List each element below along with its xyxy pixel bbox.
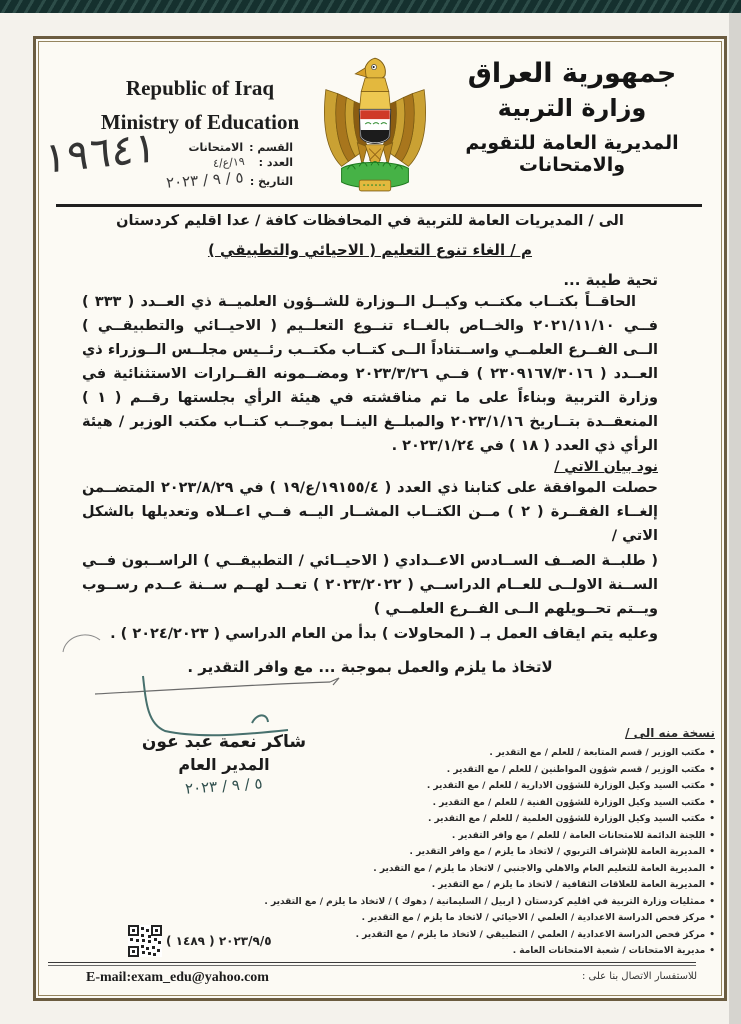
scan-right-shadow [729,13,741,1024]
greeting-line: تحية طيبة ... [563,271,658,289]
paragraph-2: حصلت الموافقة على كتابنا ذي العدد ( ⁦١٩١٥٥/٤/ع/١٩⁩ ) في ٢٠٢٣/٨/٢٩ المتضــمن إلغــاء الفقــرة ( ٢ ) مــن الكتــاب المشــار اليــه فــي اعــلاه وتعديلها بالشكل الاتي / [82,480,659,544]
list-item-text: المديرية العامة للإشراف التربوي / لاتخاذ ما يلزم / مع وافر التقدير . [409,847,706,857]
reference-fields [123,141,293,191]
list-item-text: مكتب الوزير / قسم المتابعة / للعلم / مع التقدير . [489,748,706,758]
list-item-text: المديرية العامة للتعليم العام والاهلي والاجنبي / لاتخاذ ما يلزم / مع التقدير . [373,863,706,874]
arabic-header [429,58,715,176]
list-item-text: مكتب الوزير / قسم شؤون المواطنين / للعلم / مع التقدير . [446,764,706,775]
footer-separator-line [48,962,696,966]
list-item-text: ممثليات وزارة التربية في اقليم كردستان ( اربيل / السليمانية / دهوك ) / لاتخاذ ما يلزم / مع التقدير . [264,896,706,907]
department-row [123,141,293,154]
list-item-text: مكتب السيد وكيل الوزارة للشؤون العلمية / للعلم / مع التقدير . [427,814,706,824]
list-item [375,762,715,779]
list-item [375,795,715,812]
bullet-icon: • [709,880,715,890]
list-item-text: اللجنة الدائمة للامتحانات العامة / للعلم / مع وافر التقدير . [451,830,706,841]
signature-block [104,732,344,798]
closing-line: لاتخاذ ما يلزم والعمل بموجبة ... مع وافر التقدير . [187,658,553,676]
bullet-icon: • [709,748,715,758]
ministry-name-arabic: وزارة التربية [497,94,647,122]
date-row [123,168,293,192]
contact-email: E-mail:exam_edu@yahoo.com [86,970,269,985]
letter-body [82,213,658,676]
distribution-list [264,726,715,960]
list-item [375,877,715,894]
date-value-handwritten: ٥ / ٩ / ٢٠٢٣ [165,168,245,192]
list-item [355,927,715,944]
list-item [264,894,715,911]
bullet-icon: • [709,913,715,923]
list-item-text: مركز فحص الدراسة الاعدادية / العلمي / الاحيائي / لاتخاذ ما يلزم / مع التقدير . [361,913,706,923]
bullet-icon: • [709,946,715,956]
number-row [123,156,293,169]
qr-code-icon [128,925,162,961]
paragraph-4: وعليه يتم ايقاف العمل بـ ( المحاولات ) بدأ من العام الدراسي ( ٢٠٢٤/٢٠٢٣ ) . [110,626,658,642]
directorate-name-arabic: المديرية العامة للتقويم والامتحانات [465,132,679,176]
number-value-handwritten: ⁦١٩/ع/٤⁩ [212,154,246,171]
ministry-name-english: Ministry of Education [100,110,300,134]
list-item [375,811,715,828]
bullet-icon: • [709,896,715,907]
list-item [375,844,715,861]
header-divider-line [56,204,702,207]
archive-date-stamp: ٢٠٢٣/٩/٥ ( ١٤٨٩ ) [166,934,272,948]
department-value: الامتحانات [188,141,244,154]
list-item [361,910,715,927]
signature-date: ٥ / ٩ / ٢٠٢٣ [184,774,264,798]
list-item [375,828,715,845]
scan-edge-band [0,0,741,13]
distribution-heading: نسخة منه الى / [625,726,715,740]
list-item [375,745,715,762]
signatory-title: المدير العام [178,755,270,774]
list-item [375,943,715,960]
bullet-icon: • [709,764,715,775]
date-label: التاريخ : [249,175,293,188]
list-item-text: مركز فحص الدراسة الاعدادية / العلمي / التطبيقي / لاتخاذ ما يلزم / مع التقدير . [355,929,706,940]
list-item-text: المديرية العامة للعلاقات الثقافية / لاتخاذ ما يلزم / مع التقدير . [431,880,706,890]
list-item [375,861,715,878]
statement-intro-line: نود بيان الاتي / [554,459,658,475]
bullet-icon: • [709,847,715,857]
list-item [375,778,715,795]
bullet-icon: • [709,830,715,841]
handwritten-document-number: ١٩٦٤١ [43,121,157,184]
bullet-icon: • [709,929,715,940]
bullet-icon: • [709,797,715,808]
iraq-eagle-emblem-icon [316,54,434,206]
signatory-name: شاكر نعمة عبد عون [141,732,307,752]
addressee-line: الى / المديريات العامة للتربية في المحافظات كافة / عدا اقليم كردستان [116,213,624,229]
bullet-icon: • [709,863,715,874]
contact-note: للاستفسار الاتصال بنا على : [581,971,697,982]
bullet-icon: • [709,781,715,791]
list-item-text: مكتب السيد وكيل الوزارة للشؤون الفنية / للعلم / مع التقدير . [432,797,706,808]
paragraph-3: ( طلبــة الصــف الســادس الاعــدادي ( الاحيــائي / التطبيقــي ) الراســبون فــي الســنة الاولــى للعــام الدراســي ( ٢٠٢٣/٢٠٢٢ ) تعــد لهــم ســنة عــدم رســوب ويــتم تحــويلهم الــى الفــرع العلمــي ) [82,553,658,617]
country-name-arabic: جمهورية العراق [467,58,677,89]
number-label: العدد : [258,156,293,169]
list-item-text: مديرية الامتحانات / شعبة الامتحانات العامة . [512,946,706,956]
subject-line: م / الغاء تنوع التعليم ( الاحيائي والتطبيقي ) [207,241,533,259]
list-item-text: مكتب السيد وكيل الوزارة للشؤون الادارية / للعلم / مع التقدير . [426,781,706,791]
bullet-icon: • [709,814,715,824]
paragraph-1: الحاقــاً بكتــاب مكتــب وكيــل الــوزارة للشــؤون العلميــة ذي العــدد ( ٣٣٣ ) فــي ٢٠٢١/١١/١٠ والخــاص بالغــاء تنــوع التعلــيم ( الاحيــائي والتطبيقــي ) الــى الفــرع العلمــي واســتناداً الــى كتــاب مكتــب رئــيس مجلــس الــوزراء ذي العــدد ( ٢٣٠٩١٦٧/٣٠١٦ ) فــي ٢٠٢٣/٣/٢٦ ومضــمونه القــرارات الاستثنائية في وزارة التربية وبناءاً على ما تم مناقشته في هيئة الرأي بجلستها رقــم ( ١ ) المنعقــدة بتــاريخ ٢٠٢٣/١/١٦ والمبلــغ الينــا بموجــب كتــاب مكتب الوزير / هيئة الرأي ذي العدد ( ١٨ ) في ٢٠٢٣/١/٢٤ . [82,294,658,454]
department-label: القسم : [249,141,293,154]
country-name-english: Republic of Iraq [125,76,275,100]
